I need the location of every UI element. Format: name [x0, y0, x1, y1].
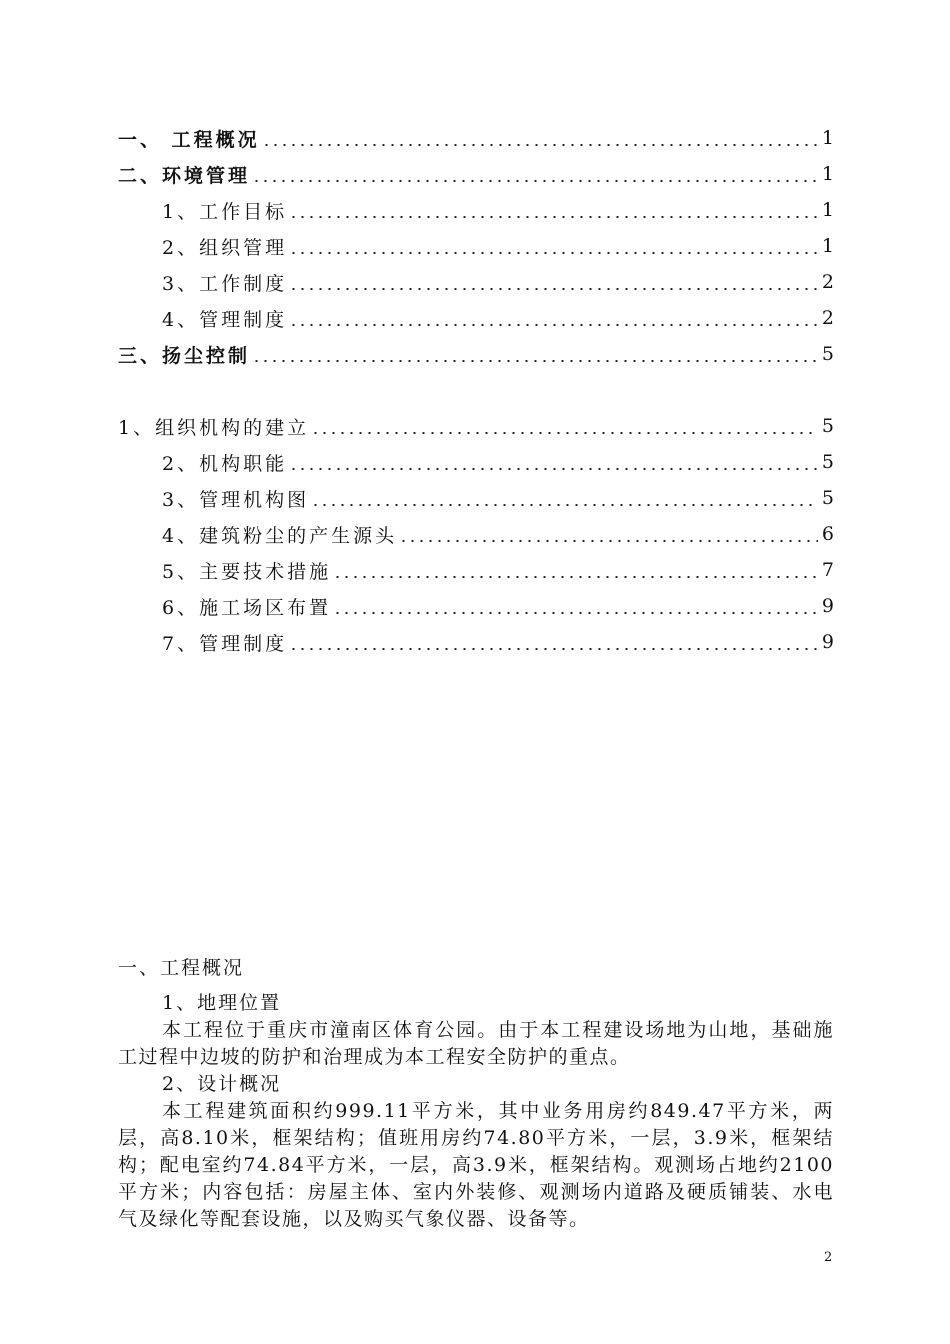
toc-entry-page: 5: [821, 415, 834, 437]
toc-dot-leader: [262, 143, 818, 147]
toc-entry-label: 一、 工程概况: [118, 125, 262, 152]
toc-entry[interactable]: [118, 120, 834, 156]
toc-entry-label: 2、机构职能: [162, 449, 289, 476]
toc-dot-leader: [289, 323, 818, 327]
toc-entry-page: 1: [821, 235, 834, 257]
toc-entry-label: 1、工作目标: [162, 197, 289, 224]
toc-entry-page: 1: [821, 163, 834, 185]
toc-dot-leader: [311, 503, 818, 507]
toc-entry[interactable]: [118, 408, 834, 444]
toc-entry-page: 5: [821, 343, 834, 365]
subsection-title-design: 2、设计概况: [162, 1073, 282, 1095]
toc-entry-page: 2: [821, 271, 834, 293]
toc-entry-page: 1: [821, 199, 834, 221]
toc-dot-leader: [333, 575, 818, 579]
toc-entry-page: 9: [821, 595, 834, 617]
toc-dot-leader: [289, 647, 818, 651]
page-number: 2: [824, 1250, 833, 1265]
toc-entry[interactable]: [118, 156, 834, 192]
toc-entry-page: 5: [821, 487, 834, 509]
toc-entry[interactable]: [118, 624, 834, 660]
toc-dot-leader: [289, 287, 818, 291]
toc-entry[interactable]: [118, 588, 834, 624]
toc-entry-label: 4、建筑粉尘的产生源头: [162, 521, 399, 548]
toc-dot-leader: [252, 179, 818, 183]
toc-entry-label: 5、主要技术措施: [162, 557, 333, 584]
toc-dot-leader: [289, 251, 818, 255]
toc-entry[interactable]: [118, 552, 834, 588]
toc-entry[interactable]: [118, 300, 834, 336]
toc-entry-page: 6: [821, 523, 834, 545]
toc-entry[interactable]: [118, 228, 834, 264]
toc-entry-label: 1、组织机构的建立: [118, 413, 311, 440]
toc-entry-label: 2、组织管理: [162, 233, 289, 260]
toc-dot-leader: [252, 359, 818, 363]
paragraph-design: 本工程建筑面积约999.11平方米，其中业务用房约849.47平方米，两层，高8.10米，框架结构；值班用房约74.80平方米，一层，3.9米，框架结构；配电室约74.84平方米，一层，高3.9米，框架结构。观测场占地约2100平方米；内容包括：房屋主体、室内外装修、观测场内道路及硬质铺装、水电气及绿化等配套设施，以及购买气象仪器、设备等。: [118, 1100, 834, 1230]
toc-entry-page: 5: [821, 451, 834, 473]
paragraph-location: 本工程位于重庆市潼南区体育公园。由于本工程建设场地为山地，基础施工过程中边坡的防护和治理成为本工程安全防护的重点。: [118, 1019, 834, 1068]
toc-entry-page: 7: [821, 559, 834, 581]
toc-entry-label: 3、管理机构图: [162, 485, 311, 512]
subsection-title-location: 1、地理位置: [162, 992, 282, 1014]
toc-entry-label: 三、扬尘控制: [118, 341, 252, 368]
toc-dot-leader: [333, 611, 818, 615]
toc-dot-leader: [399, 539, 818, 543]
toc-entry[interactable]: [118, 336, 834, 372]
table-of-contents: [118, 120, 834, 660]
toc-entry[interactable]: [118, 444, 834, 480]
document-body: [118, 955, 834, 1233]
toc-entry[interactable]: [118, 192, 834, 228]
toc-entry-label: 二、环境管理: [118, 161, 252, 188]
toc-entry-label: 4、管理制度: [162, 305, 289, 332]
toc-entry-page: 1: [821, 127, 834, 149]
toc-dot-leader: [311, 431, 818, 435]
toc-dot-leader: [289, 215, 818, 219]
toc-entry-page: 2: [821, 307, 834, 329]
toc-entry-page: 9: [821, 631, 834, 653]
toc-entry-label: 6、施工场区布置: [162, 593, 333, 620]
toc-entry[interactable]: [118, 264, 834, 300]
toc-entry-label: 3、工作制度: [162, 269, 289, 296]
toc-entry-label: 7、管理制度: [162, 629, 289, 656]
toc-dot-leader: [289, 467, 818, 471]
section-title: 一、工程概况: [118, 957, 245, 979]
toc-entry[interactable]: [118, 480, 834, 516]
toc-entry[interactable]: [118, 516, 834, 552]
